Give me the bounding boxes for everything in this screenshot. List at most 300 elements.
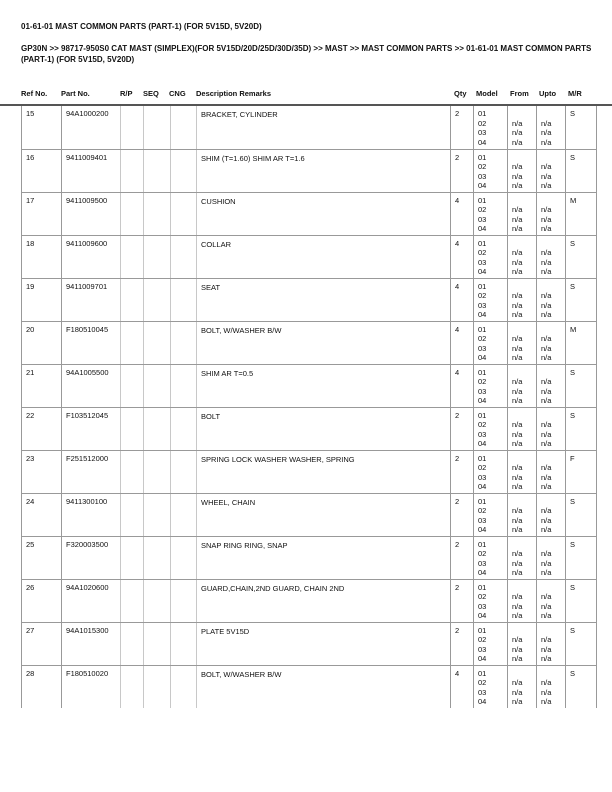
cng-cell xyxy=(171,106,197,149)
description-cell xyxy=(197,149,451,192)
description-cell xyxy=(197,106,451,149)
table-row xyxy=(22,278,597,321)
model-cell xyxy=(474,536,508,579)
rp-cell xyxy=(121,579,144,622)
from-value: n/a xyxy=(512,291,523,300)
from-value: n/a xyxy=(512,697,523,706)
from-value: n/a xyxy=(512,611,523,620)
part-no-cell-text: F180510020 xyxy=(66,668,109,678)
qty-cell xyxy=(451,149,474,192)
description-cell xyxy=(197,364,451,407)
ref-no-cell-text: 27 xyxy=(26,625,35,635)
ref-no-cell xyxy=(22,450,62,493)
seq-cell xyxy=(144,235,171,278)
model-value: 03 xyxy=(478,128,487,137)
part-no-cell-text: F320003500 xyxy=(66,539,109,549)
part-no-cell-text: 9411009401 xyxy=(66,152,108,162)
model-value: 04 xyxy=(478,181,487,190)
ref-no-cell xyxy=(22,321,62,364)
from-value xyxy=(512,368,536,378)
part-no-cell-text: 94A1015300 xyxy=(66,625,109,635)
ref-no-cell xyxy=(22,622,62,665)
upto-value: n/a xyxy=(541,171,552,181)
ref-no-cell xyxy=(22,579,62,622)
from-value: n/a xyxy=(512,267,523,276)
model-value: 01 xyxy=(478,238,487,248)
ref-no-cell-text: 20 xyxy=(26,324,35,334)
from-value: n/a xyxy=(512,205,523,214)
ref-no-cell xyxy=(22,149,62,192)
from-value: n/a xyxy=(512,224,523,233)
upto-value: n/a xyxy=(541,644,552,654)
from-value xyxy=(512,540,536,550)
model-value: 01 xyxy=(478,539,487,549)
from-cell xyxy=(508,665,537,708)
mr-cell-text: S xyxy=(570,668,576,678)
table-row xyxy=(22,579,597,622)
from-value xyxy=(512,411,536,421)
part-no-cell-text: F103512045 xyxy=(66,410,109,420)
table-row xyxy=(22,192,597,235)
qty-cell xyxy=(451,321,474,364)
model-value: 04 xyxy=(478,482,487,491)
upto-value: n/a xyxy=(541,137,552,147)
model-value: 03 xyxy=(478,343,487,353)
upto-cell xyxy=(537,622,566,665)
model-value: 02 xyxy=(478,678,487,687)
from-value: n/a xyxy=(512,377,523,386)
table-row xyxy=(22,149,597,192)
description-cell xyxy=(197,622,451,665)
mr-cell xyxy=(566,106,597,149)
model-value: 03 xyxy=(478,214,487,224)
mr-cell-text: S xyxy=(570,410,576,420)
cng-cell xyxy=(171,493,197,536)
qty-cell-text: 4 xyxy=(455,668,460,678)
model-value: 02 xyxy=(478,334,487,343)
table-row xyxy=(22,235,597,278)
model-value: 02 xyxy=(478,377,487,386)
description-cell-text: SNAP RING RING, SNAP xyxy=(201,540,288,550)
upto-cell xyxy=(537,665,566,708)
from-value: n/a xyxy=(512,214,523,224)
upto-value xyxy=(541,583,565,593)
rp-cell xyxy=(121,407,144,450)
upto-value xyxy=(541,153,565,163)
qty-cell-text: 4 xyxy=(455,281,460,291)
cng-cell xyxy=(171,364,197,407)
model-value: 02 xyxy=(478,635,487,644)
mr-cell xyxy=(566,450,597,493)
upto-value: n/a xyxy=(541,549,552,558)
upto-value: n/a xyxy=(541,568,552,577)
from-cell xyxy=(508,407,537,450)
model-value: 02 xyxy=(478,463,487,472)
upto-value: n/a xyxy=(541,506,552,515)
qty-cell-text: 2 xyxy=(455,410,460,420)
from-value: n/a xyxy=(512,118,523,128)
description-cell-text: CUSHION xyxy=(201,196,236,206)
from-value: n/a xyxy=(512,420,523,429)
model-value: 03 xyxy=(478,687,487,697)
from-cell xyxy=(508,278,537,321)
ref-no-cell-text: 24 xyxy=(26,496,35,506)
upto-value: n/a xyxy=(541,592,552,601)
part-no-cell-text: 9411009500 xyxy=(66,195,108,205)
seq-cell xyxy=(144,106,171,149)
from-value: n/a xyxy=(512,181,523,190)
mr-cell-text: S xyxy=(570,367,576,377)
from-value: n/a xyxy=(512,601,523,611)
upto-cell xyxy=(537,493,566,536)
mr-cell-text: F xyxy=(570,453,575,463)
upto-cell xyxy=(537,536,566,579)
ref-no-cell-text: 28 xyxy=(26,668,35,678)
upto-value xyxy=(541,325,565,335)
from-cell xyxy=(508,106,537,149)
upto-value: n/a xyxy=(541,472,552,482)
upto-value xyxy=(541,669,565,679)
upto-value: n/a xyxy=(541,343,552,353)
model-cell xyxy=(474,106,508,149)
model-value: 01 xyxy=(478,324,487,334)
cng-cell xyxy=(171,622,197,665)
from-cell xyxy=(508,149,537,192)
upto-value: n/a xyxy=(541,334,552,343)
cng-cell xyxy=(171,192,197,235)
upto-cell xyxy=(537,192,566,235)
from-value: n/a xyxy=(512,334,523,343)
ref-no-cell xyxy=(22,235,62,278)
ref-no-cell xyxy=(22,106,62,149)
upto-value: n/a xyxy=(541,687,552,697)
model-value: 02 xyxy=(478,205,487,214)
ref-no-cell-text: 17 xyxy=(26,195,35,205)
rp-cell xyxy=(121,106,144,149)
seq-cell xyxy=(144,450,171,493)
part-no-cell-text: 9411300100 xyxy=(66,496,108,506)
model-value: 01 xyxy=(478,109,487,118)
header-mr: M/R xyxy=(568,89,582,98)
model-cell xyxy=(474,450,508,493)
model-cell xyxy=(474,622,508,665)
model-value: 01 xyxy=(478,496,487,506)
part-no-cell xyxy=(62,493,121,536)
ref-no-cell-text: 22 xyxy=(26,410,35,420)
from-value: n/a xyxy=(512,592,523,601)
header-seq: SEQ xyxy=(143,89,159,98)
table-row xyxy=(22,536,597,579)
from-cell xyxy=(508,192,537,235)
description-cell-text: PLATE 5V15D xyxy=(201,626,250,636)
part-no-cell xyxy=(62,149,121,192)
table-row xyxy=(22,364,597,407)
upto-cell xyxy=(537,106,566,149)
from-value: n/a xyxy=(512,515,523,525)
upto-value xyxy=(541,109,565,119)
ref-no-cell-text: 19 xyxy=(26,281,35,291)
model-value: 04 xyxy=(478,525,487,534)
part-no-cell xyxy=(62,192,121,235)
rp-cell xyxy=(121,192,144,235)
part-no-cell xyxy=(62,622,121,665)
qty-cell xyxy=(451,235,474,278)
qty-cell xyxy=(451,407,474,450)
description-cell-text: WHEEL, CHAIN xyxy=(201,497,256,507)
qty-cell xyxy=(451,364,474,407)
ref-no-cell xyxy=(22,407,62,450)
qty-cell-text: 4 xyxy=(455,238,460,248)
from-value: n/a xyxy=(512,300,523,310)
qty-cell xyxy=(451,622,474,665)
model-value: 04 xyxy=(478,611,487,620)
from-value xyxy=(512,583,536,593)
upto-value: n/a xyxy=(541,525,552,534)
mr-cell xyxy=(566,407,597,450)
from-value: n/a xyxy=(512,128,523,137)
from-value xyxy=(512,669,536,679)
page-title: 01-61-01 MAST COMMON PARTS (PART-1) (FOR 5V15D, 5V20D) xyxy=(21,22,262,31)
cng-cell xyxy=(171,278,197,321)
table-header xyxy=(21,89,596,101)
upto-value: n/a xyxy=(541,515,552,525)
description-cell-text: BOLT, W/WASHER B/W xyxy=(201,669,282,679)
rp-cell xyxy=(121,364,144,407)
mr-cell xyxy=(566,149,597,192)
model-value: 03 xyxy=(478,644,487,654)
upto-value: n/a xyxy=(541,482,552,491)
part-no-cell-text: 94A1020600 xyxy=(66,582,109,592)
description-cell xyxy=(197,665,451,708)
from-value: n/a xyxy=(512,248,523,257)
header-model: Model xyxy=(476,89,498,98)
model-value: 03 xyxy=(478,300,487,310)
from-value: n/a xyxy=(512,310,523,319)
part-no-cell-text: 94A1005500 xyxy=(66,367,109,377)
ref-no-cell xyxy=(22,665,62,708)
mr-cell xyxy=(566,665,597,708)
table-row xyxy=(22,665,597,708)
from-value: n/a xyxy=(512,687,523,697)
part-no-cell-text: 94A1000200 xyxy=(66,109,109,118)
qty-cell xyxy=(451,536,474,579)
upto-value: n/a xyxy=(541,678,552,687)
mr-cell xyxy=(566,493,597,536)
qty-cell-text: 4 xyxy=(455,324,460,334)
rp-cell xyxy=(121,278,144,321)
from-cell xyxy=(508,622,537,665)
seq-cell xyxy=(144,321,171,364)
model-cell xyxy=(474,665,508,708)
upto-value xyxy=(541,196,565,206)
cng-cell xyxy=(171,235,197,278)
part-no-cell xyxy=(62,450,121,493)
from-value xyxy=(512,282,536,292)
mr-cell xyxy=(566,235,597,278)
ref-no-cell-text: 16 xyxy=(26,152,35,162)
seq-cell xyxy=(144,278,171,321)
upto-value: n/a xyxy=(541,558,552,568)
model-value: 04 xyxy=(478,224,487,233)
model-value: 03 xyxy=(478,257,487,267)
model-value: 01 xyxy=(478,281,487,291)
model-cell xyxy=(474,192,508,235)
rp-cell xyxy=(121,665,144,708)
model-value: 03 xyxy=(478,558,487,568)
qty-cell-text: 4 xyxy=(455,195,460,205)
from-cell xyxy=(508,493,537,536)
rp-cell xyxy=(121,450,144,493)
upto-value xyxy=(541,497,565,507)
description-cell-text: COLLAR xyxy=(201,239,232,249)
description-cell xyxy=(197,278,451,321)
table-row xyxy=(22,622,597,665)
from-value xyxy=(512,454,536,464)
model-cell xyxy=(474,235,508,278)
qty-cell xyxy=(451,450,474,493)
model-value: 03 xyxy=(478,601,487,611)
upto-value xyxy=(541,626,565,636)
upto-cell xyxy=(537,579,566,622)
ref-no-cell-text: 15 xyxy=(26,109,35,118)
ref-no-cell-text: 18 xyxy=(26,238,35,248)
description-cell-text: SEAT xyxy=(201,282,221,292)
qty-cell-text: 2 xyxy=(455,539,460,549)
model-value: 01 xyxy=(478,625,487,635)
from-value xyxy=(512,153,536,163)
upto-value xyxy=(541,540,565,550)
ref-no-cell-text: 25 xyxy=(26,539,35,549)
part-no-cell-text: 9411009600 xyxy=(66,238,108,248)
part-no-cell xyxy=(62,536,121,579)
upto-cell xyxy=(537,407,566,450)
part-no-cell xyxy=(62,278,121,321)
seq-cell xyxy=(144,493,171,536)
upto-cell xyxy=(537,450,566,493)
ref-no-cell xyxy=(22,364,62,407)
from-cell xyxy=(508,364,537,407)
from-value: n/a xyxy=(512,463,523,472)
model-cell xyxy=(474,579,508,622)
upto-value: n/a xyxy=(541,353,552,362)
from-value xyxy=(512,626,536,636)
from-value: n/a xyxy=(512,558,523,568)
mr-cell-text: M xyxy=(570,195,577,205)
upto-cell xyxy=(537,278,566,321)
seq-cell xyxy=(144,364,171,407)
upto-value: n/a xyxy=(541,118,552,128)
model-value: 04 xyxy=(478,137,487,147)
part-no-cell xyxy=(62,407,121,450)
header-ref-no: Ref No. xyxy=(21,89,48,98)
upto-value: n/a xyxy=(541,310,552,319)
header-upto: Upto xyxy=(539,89,557,98)
header-rp: R/P xyxy=(120,89,133,98)
mr-cell-text: S xyxy=(570,539,576,549)
model-cell xyxy=(474,149,508,192)
seq-cell xyxy=(144,665,171,708)
ref-no-cell xyxy=(22,536,62,579)
upto-value: n/a xyxy=(541,611,552,620)
upto-value xyxy=(541,411,565,421)
upto-value: n/a xyxy=(541,214,552,224)
from-value xyxy=(512,239,536,249)
model-value: 02 xyxy=(478,118,487,128)
qty-cell xyxy=(451,192,474,235)
description-cell-text: SHIM (T=1.60) SHIM AR T=1.6 xyxy=(201,153,305,163)
from-value: n/a xyxy=(512,439,523,448)
upto-value: n/a xyxy=(541,396,552,405)
upto-value: n/a xyxy=(541,654,552,663)
upto-value: n/a xyxy=(541,128,552,137)
model-value: 02 xyxy=(478,592,487,601)
from-value xyxy=(512,325,536,335)
qty-cell xyxy=(451,493,474,536)
seq-cell xyxy=(144,407,171,450)
from-value: n/a xyxy=(512,171,523,181)
from-value xyxy=(512,109,536,119)
mr-cell-text: M xyxy=(570,324,577,334)
upto-value xyxy=(541,368,565,378)
model-value: 03 xyxy=(478,429,487,439)
from-value: n/a xyxy=(512,568,523,577)
upto-value: n/a xyxy=(541,291,552,300)
rp-cell xyxy=(121,536,144,579)
upto-value xyxy=(541,282,565,292)
model-cell xyxy=(474,321,508,364)
mr-cell xyxy=(566,536,597,579)
header-qty: Qty xyxy=(454,89,467,98)
part-no-cell xyxy=(62,235,121,278)
upto-value: n/a xyxy=(541,463,552,472)
part-no-cell xyxy=(62,106,121,149)
part-no-cell-text: F251512000 xyxy=(66,453,109,463)
model-value: 04 xyxy=(478,568,487,577)
description-cell-text: SHIM AR T=0.5 xyxy=(201,368,254,378)
ref-no-cell xyxy=(22,493,62,536)
description-cell xyxy=(197,192,451,235)
from-cell xyxy=(508,321,537,364)
rp-cell xyxy=(121,149,144,192)
model-value: 01 xyxy=(478,453,487,463)
model-value: 01 xyxy=(478,367,487,377)
upto-value: n/a xyxy=(541,429,552,439)
model-value: 02 xyxy=(478,248,487,257)
upto-value: n/a xyxy=(541,267,552,276)
upto-value: n/a xyxy=(541,697,552,706)
qty-cell-text: 2 xyxy=(455,625,460,635)
header-from: From xyxy=(510,89,529,98)
ref-no-cell xyxy=(22,278,62,321)
qty-cell xyxy=(451,665,474,708)
model-value: 04 xyxy=(478,310,487,319)
part-no-cell xyxy=(62,665,121,708)
model-value: 04 xyxy=(478,697,487,706)
upto-value: n/a xyxy=(541,205,552,214)
rp-cell xyxy=(121,622,144,665)
cng-cell xyxy=(171,536,197,579)
ref-no-cell-text: 21 xyxy=(26,367,35,377)
upto-cell xyxy=(537,321,566,364)
parts-table xyxy=(21,106,597,708)
model-value: 02 xyxy=(478,291,487,300)
model-value: 02 xyxy=(478,506,487,515)
model-value: 03 xyxy=(478,171,487,181)
description-cell-text: GUARD,CHAIN,2ND GUARD, CHAIN 2ND xyxy=(201,583,345,593)
mr-cell-text: S xyxy=(570,238,576,248)
description-cell xyxy=(197,321,451,364)
model-value: 02 xyxy=(478,162,487,171)
